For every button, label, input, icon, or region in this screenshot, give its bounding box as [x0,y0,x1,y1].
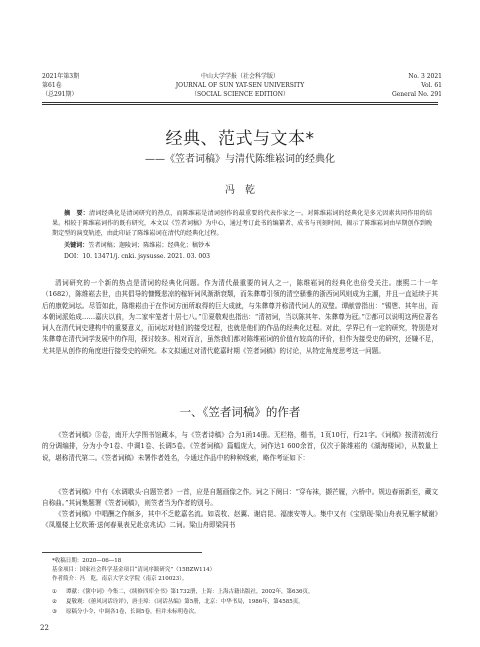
footnote [52,588,438,597]
abstract-text: 清词经典化是清词研究的热点，而陈维崧是清词创作的最重要的代表作家之一。对陈维崧词的经典化是多元因素共同作用的结果。相较于陈维崧词作的既有研究，本文以《笠者词稿》为中心，通过考订此书的编纂者、成书与刊刻时间，揭示了陈维崧词由早期创作到晚期定型的演变轨迹，由此印证了陈维崧词在清代的经典化过程。 [52,210,433,237]
section-heading: 一、《笠者词稿》的作者 [179,405,301,419]
footnote-text: 原稿分小令、中调各1卷，长调5卷，但并未标明卷次。 [66,609,200,615]
article-author: 冯乾 [225,185,265,196]
footnote [52,608,438,617]
header-divider-thin [42,104,438,105]
footnote-number: ③ [52,609,57,615]
footnote-number: ② [52,599,57,605]
header-divider [42,102,438,103]
header-general-no: General No. 291 [391,91,442,98]
page-number: 22 [40,624,49,632]
header-no: No. 3 2021 [408,73,442,80]
footnote-text: 夏敬观：《蕙风词话诠评》，唐圭璋：《词话丛编》第5册，北京：中华书局，1986年，第4585页。 [66,599,304,605]
footnote-text: 谭献：《箧中词》今集二，《续修四库全书》第1732册，上海：上海古籍出版社，2002年，第636页。 [66,589,314,595]
footnote-author-bio: 作者简介：冯 乾，南京大学文学院（南京 210023）。 [52,576,188,582]
body-paragraph: 《笠者词稿》中唱酬之作颇多，其中不乏乾嘉名流。如袁枚、赵翼、谢启昆、福康安等人。集中又有《宝鼎现·梁山舟表兄雁字赋谢》《凤凰楼上忆吹箫·送何春巢表兄赴京兆试》二词。梁山舟即梁同书 [42,510,438,530]
keywords [64,241,444,251]
doi: DOI：10. 13471/j. cnki. jsysusse. 2021. 03. 003 [64,253,210,260]
body-paragraph: 《笠者词稿》③卷，南开大学图书馆藏本，与《笠者诗稿》合为1函14册。无栏格，楷书，1页10行，行21字。《词稿》按清初流行的分调编排，分为小令1卷、中调1卷、长调5卷。《笠者词稿》篇幅庞大，词作达1 600余首，仅次于陈维崧的《湖海楼词》，从数量上说，堪称清代第二。《笠者词稿》未署作者姓名，今通过作品中的种种线索，略作考证如下： [42,431,438,462]
body-paragraph: 《笠者词稿》中有《水调歌头·自题笠者》一首，应是自题画像之作。词之下阕曰：“穿布袜，撷芒履，六桥中。规边春雨新至，藏文自称曲。”其词集题署《笠者词稿》，则笠者当为作者的别号。 [42,488,438,508]
journal-name-en: JOURNAL OF SUN YAT-SEN UNIVERSITY [175,82,305,89]
header-vol: Vol. 61 [421,82,442,89]
article-subtitle: ——《笠者词稿》与清代陈维崧词的经典化 [145,154,335,165]
footnote-funding: 基金项目：国家社会科学基金项目“清词序跋研究”（15BZW114） [52,567,216,573]
header-volume: 第61卷 [42,82,62,89]
header-total: （总291期） [42,91,78,98]
journal-name-cn: 中山大学学报（社会科学版） [200,73,279,80]
article-title: 经典、范式与文本* [165,129,315,149]
footnote [52,598,438,607]
footnote-received-date: *收稿日期：2020—06—18 [52,558,122,564]
footnote-divider [42,552,202,553]
keywords-label: 关键词： [64,242,89,249]
keywords-text: 笠者词稿；迦陵词；陈维崧；经典化；稿钞本 [88,242,211,249]
abstract-label: 摘 要： [64,210,89,217]
abstract [52,209,432,239]
header-issue: 2021年第3期 [42,73,80,80]
header-issue-info-en [392,72,442,99]
footnote-number: ① [52,589,57,595]
journal-edition-en: （SOCIAL SCIENCE EDITION） [191,91,289,98]
body-paragraph: 清词研究的一个新的热点是清词的经典化问题。作为清代最重要的词人之一，陈维崧词的经典化也倍受关注。康熙二十一年（1682），陈维崧去世，由其倡导的慷慨悲凉的稼轩词风渐渐衰颓，而朱彝尊引领的清空骚雅的浙西词风则成为主潮，并且一直延续于其后的康乾词坛。尽管如此，陈维崧由于在作词方面所取得的巨大成就，与朱彝尊并称清代词人的双璧。谭献曾指出：“锡鬯、其年出，而本朝词派始成……嘉庆以前，为二家牢笼者十居七八。”①夏敬观也指出：“清初词，当以陈其年、朱彝尊为冠。”②都可以说明这两位著名词人在清代词史建构中的重要意义，而词坛对他们的接受过程，也就是他们的作品的经典化过程。对此，学界已有一定的研究，特别是对朱彝尊在清代词学发展中的作用，探讨较多。相对而言，虽然我们都对陈维崧词的价值有较高的评价，但作为接受史的研究，还嫌不足，尤其是从创作的角度进行接受史的研究。本文拟通过对清代乾嘉时期《笠者词稿》的讨论，从特定角度思考这一问题。 [42,279,438,355]
